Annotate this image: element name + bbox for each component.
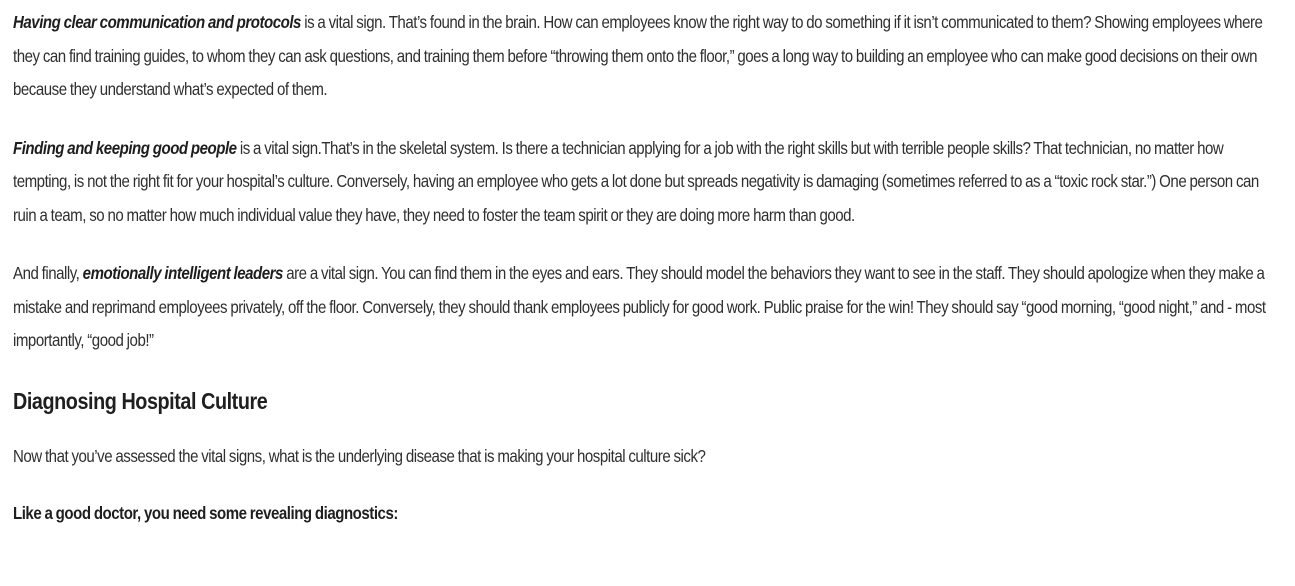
paragraph-leaders — [13, 257, 1282, 358]
paragraph-text-good-people: is a vital sign.That’s in the skeletal system. Is there a technician applying for a job with the right skills but with terrible people skills? That technician, no matter how tempting, is not the right fit for your hospital’s culture. Conversely, having an employee who gets a lot done but spreads negativity is damaging (sometimes referred to as a “toxic rock star.”) One person can ruin a team, so no matter how much individual value they have, they need to foster the team spirit or they are doing more harm than good. — [13, 137, 1259, 225]
paragraph-text-leaders: are a vital sign. You can find them in the eyes and ears. They should model the behaviors they want to see in the staff. They should apologize when they make a mistake and reprimand employees privately, off the floor. Conversely, they should thank employees publicly for good work. Public praise for the win! They should say “good morning, “good night,” and - most importantly, “good job!” — [13, 263, 1266, 350]
paragraph-text-communication: is a vital sign. That’s found in the brain. How can employees know the right way to do something if it isn’t communicated to them? Showing employees where they can find training guides, to whom they can ask questions, and training them before “throwing them onto the floor,” goes a long way to building an employee who can make good decisions on their own because they understand what’s expected of them. — [13, 12, 1263, 99]
article-body — [13, 6, 1281, 531]
paragraph-communication — [13, 6, 1282, 107]
paragraph-good-people — [13, 132, 1282, 233]
paragraph-underlying-disease: Now that you’ve assessed the vital signs, what is the underlying disease that is making your hospital culture sick? — [13, 445, 706, 466]
section-heading: Diagnosing Hospital Culture — [13, 387, 268, 414]
lead-phrase-good-people: Finding and keeping good people — [13, 137, 237, 158]
lead-phrase-leaders: emotionally intelligent leaders — [82, 263, 283, 283]
paragraph-intro-leaders: And finally, — [13, 263, 83, 283]
lead-phrase-communication: Having clear communication and protocols — [13, 12, 301, 32]
paragraph-diagnostics-intro: Like a good doctor, you need some revealing diagnostics: — [13, 503, 398, 523]
